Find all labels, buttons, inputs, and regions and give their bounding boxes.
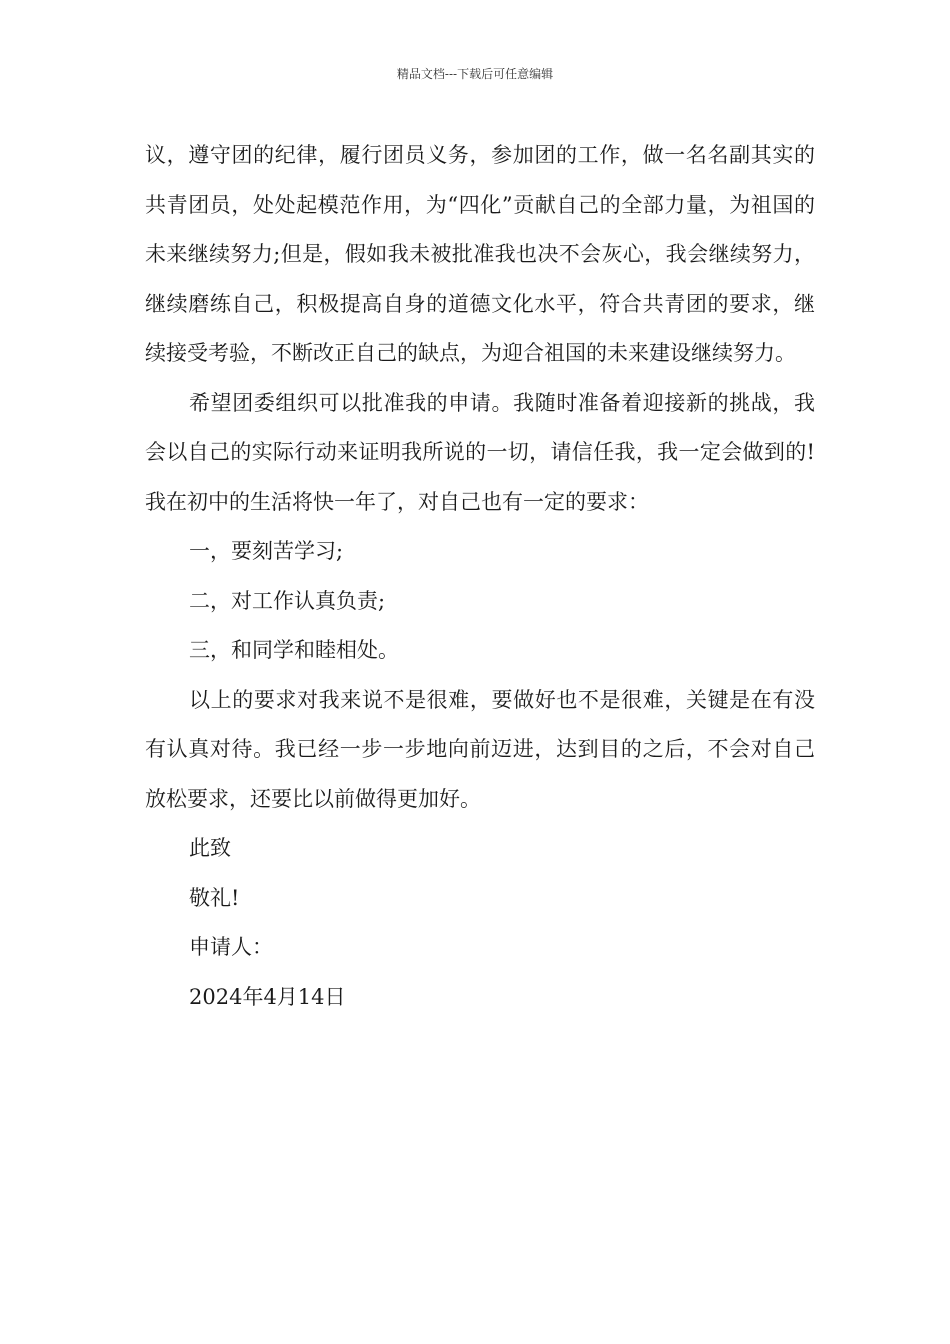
closing-salutation-2: 敬礼!	[189, 885, 240, 910]
paragraph-continuation: 议，遵守团的纪律，履行团员义务，参加团的工作，做一名名副其实的共青团员，处处起模范作用，为“四化”贡献自己的全部力量，为祖国的未来继续努力;但是，假如我未被批准我也决不会灰心，我会继续努力，继续磨练自己，积极提高自身的道德文化水平，符合共青团的要求，继续接受考验，不断改正自己的缺点，为迎合祖国的未来建设继续努力。	[145, 143, 815, 365]
requirement-item-1: 一，要刻苦学习;	[189, 539, 344, 563]
document-body	[145, 131, 815, 1022]
requirement-item-3: 三，和同学和睦相处。	[189, 638, 399, 662]
document-date: 2024年4月14日	[189, 984, 346, 1009]
paragraph-conclusion: 以上的要求对我来说不是很难，要做好也不是很难，关键是在有没有认真对待。我已经一步一步地向前迈进，达到目的之后，不会对自己放松要求，还要比以前做得更加好。	[145, 687, 815, 811]
page-header: 精品文档---下载后可任意编辑	[396, 67, 554, 81]
applicant-label: 申请人：	[189, 935, 273, 959]
closing-salutation-1: 此致	[189, 836, 231, 860]
paragraph-hope: 希望团委组织可以批准我的申请。我随时准备着迎接新的挑战，我会以自己的实际行动来证明我所说的一切，请信任我，我一定会做到的!我在初中的生活将快一年了，对自己也有一定的要求：	[145, 390, 815, 514]
requirement-item-2: 二，对工作认真负责;	[189, 588, 386, 613]
